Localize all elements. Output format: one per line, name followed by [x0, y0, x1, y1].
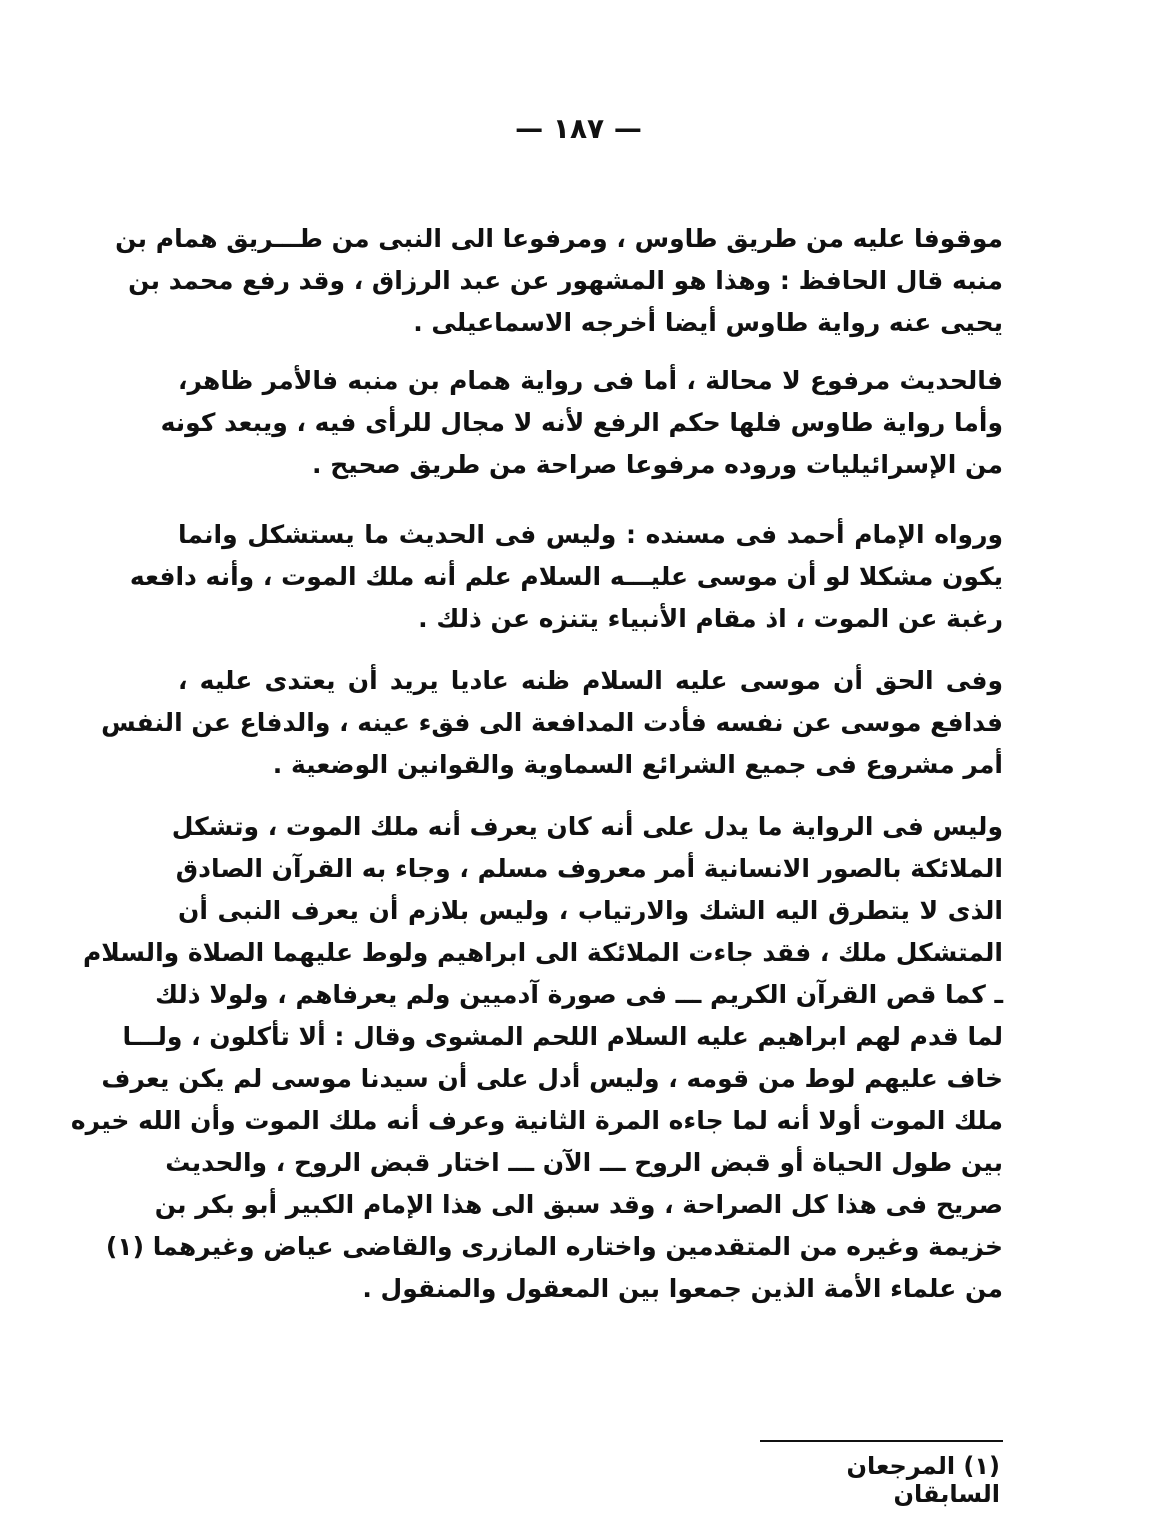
text-line: وليس فى الرواية ما يدل على أنه كان يعرف أنه ملك الموت ، وتشكل — [171, 812, 1003, 841]
footnote: (١) المرجعان السابقان — [846, 1452, 1000, 1508]
text-line: فدافع موسى عن نفسه فأدت المدافعة الى فقء عينه ، والدفاع عن النفس — [101, 708, 1003, 737]
text-line: وأما رواية طاوس فلها حكم الرفع لأنه لا مجال للرأى فيه ، ويبعد كونه — [160, 408, 1003, 437]
text-line: خزيمة وغيره من المتقدمين واختاره المازرى والقاضى عياض وغيرهما (١) — [105, 1232, 1003, 1261]
text-line: بين طول الحياة أو قبض الروح ـــ الآن ـــ اختار قبض الروح ، والحديث — [165, 1148, 1003, 1177]
paragraph-3 — [129, 514, 1003, 640]
text-line: الملائكة بالصور الانسانية أمر معروف مسلم ، وجاء به القرآن الصادق — [175, 854, 1003, 883]
page-number: — ١٨٧ — — [515, 112, 642, 145]
text-line: لما قدم لهم ابراهيم عليه السلام اللحم المشوى وقال : ألا تأكلون ، ولـــا — [122, 1022, 1003, 1051]
text-line: فالحديث مرفوع لا محالة ، أما فى رواية همام بن منبه فالأمر ظاهر، — [178, 366, 1003, 395]
paragraph-5 — [70, 806, 1003, 1310]
text-line: ـ كما قص القرآن الكريم ـــ فى صورة آدميين ولم يعرفاهم ، ولولا ذلك — [155, 980, 1003, 1009]
text-line: وفى الحق أن موسى عليه السلام ظنه عاديا يريد أن يعتدى عليه ، — [178, 666, 1003, 695]
paragraph-1 — [115, 218, 1003, 344]
text-line: أمر مشروع فى جميع الشرائع السماوية والقوانين الوضعية . — [272, 750, 1003, 779]
text-line: خاف عليهم لوط من قومه ، وليس أدل على أن سيدنا موسى لم يكن يعرف — [101, 1064, 1003, 1093]
paragraph-4 — [101, 660, 1003, 786]
text-line: الذى لا يتطرق اليه الشك والارتياب ، وليس بلازم أن يعرف النبى أن — [178, 896, 1003, 925]
text-line: المتشكل ملك ، فقد جاءت الملائكة الى ابراهيم ولوط عليهما الصلاة والسلام — [82, 938, 1003, 967]
footnote-divider — [760, 1440, 1003, 1442]
text-line: موقوفا عليه من طريق طاوس ، ومرفوعا الى النبى من طـــريق همام بن — [115, 224, 1003, 253]
text-line: من علماء الأمة الذين جمعوا بين المعقول والمنقول . — [362, 1274, 1003, 1303]
text-line: يكون مشكلا لو أن موسى عليـــه السلام علم أنه ملك الموت ، وأنه دافعه — [129, 562, 1003, 591]
paragraph-2 — [160, 360, 1003, 486]
text-line: منبه قال الحافظ : وهذا هو المشهور عن عبد الرزاق ، وقد رفع محمد بن — [128, 266, 1003, 295]
text-line: يحيى عنه رواية طاوس أيضا أخرجه الاسماعيلى . — [413, 308, 1003, 337]
text-line: ملك الموت أولا أنه لما جاءه المرة الثانية وعرف أنه ملك الموت وأن الله خيره — [70, 1106, 1003, 1135]
text-line: رغبة عن الموت ، اذ مقام الأنبياء يتنزه عن ذلك . — [418, 604, 1003, 633]
text-line: صريح فى هذا كل الصراحة ، وقد سبق الى هذا الإمام الكبير أبو بكر بن — [154, 1190, 1003, 1219]
text-line: ورواه الإمام أحمد فى مسنده : وليس فى الحديث ما يستشكل وانما — [178, 520, 1003, 549]
text-line: من الإسرائيليات وروده مرفوعا صراحة من طريق صحيح . — [312, 450, 1003, 479]
